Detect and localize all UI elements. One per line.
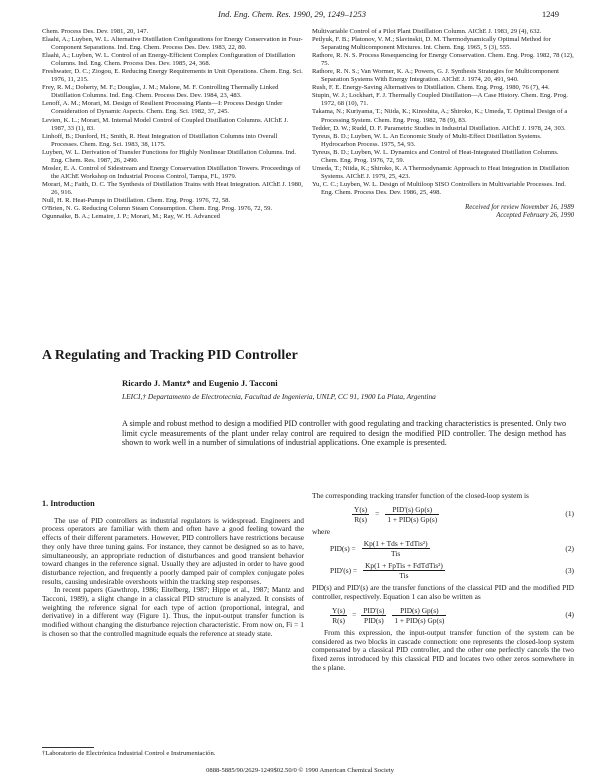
page-number: 1249 [541,9,559,19]
equation-3 [312,561,574,580]
equation-2 [312,539,574,558]
cascade-paragraph: From this expression, the input-output transfer function of the system can be considered as two blocks in cascade connection: one represents the closed-loop system compensated by a classical PID controller, and the other one perfectly cancels the two fixed zeros introduced by this classical PID and locates two other zeros somewhere in the s plane. [312,627,574,672]
reference-entry: Chem. Process Des. Dev. 1981, 20, 147. [42,28,149,35]
article-authors: Ricardo J. Mantz* and Eugenio J. Tacconi [122,378,278,388]
eq4-term-b: $\frac{\text{PID(s) Gp(s)}}{\text{1 + PID(s) Gp(s)}}$ [394,605,445,625]
reference-entry: O'Brien, N. G. Reducing Column Steam Consumption. Chem. Eng. Prog. 1976, 72, 59. [42,205,273,213]
equals-sign: = [375,508,380,518]
reference-entry: Rathore, R. N. S.; Van Wormer, K. A.; Powers, G. J. Synthesis Strategies for Multicomponent Separation Systems With Energy Integration. AIChE J. 1974, 20, 491, 940. [312,68,559,84]
reference-entry: Luyben, W. L. Derivation of Transfer Functions for Highly Nonlinear Distillation Columns. Ind. Eng. Chem. Res. 1987, 26, 2490. [42,148,297,164]
reference-entry: Multivariable Control of a Pilot Plant Distillation Column. AIChE J. 1983, 29 (4), 632. [312,28,542,35]
eq2-lhs: PID(s) = [330,543,356,553]
copyright-line: 0888-5885/90/2629-1249$02.50/0 © 1990 American Chemical Society [206,767,394,774]
abstract: A simple and robust method to design a modified PID controller with good regulating and tracking characteristics is presented. Only two limit cycle measurements of the plant under relay control are required to design the modified PID controller. The design method has shown to work well in a number of simulations of industrial applications. One example is presented. [122,419,566,448]
reference-entry: Petlyuk, F. B.; Platonov, V. M.; Slavinskii, D. M. Thermodynamically Optimal Method for Separating Multicomponent Mixtures. Int. Chem. Eng. 1965, 5 (3), 555. [312,36,551,52]
reference-entry: Levien, K. L.; Morari, M. Internal Model Control of Coupled Distillation Columns. AIChE J. 1987, 33 (1), 83. [42,116,289,132]
reference-entry: Elaahi, A.; Luyben, W. L. Alternative Distillation Configurations for Energy Conservation in Four-Component Separations. Ind. Eng. Chem. Process Des. Dev. 1983, 22, 80. [42,36,303,52]
received-dates [312,204,574,221]
reference-entry: Yu, C. C.; Luyben, W. L. Design of Multiloop SISO Controllers in Multivariable Processes. Ind. Eng. Chem. Process Des. Dev. 1986, 25, 498. [312,180,566,196]
article-title: A Regulating and Tracking PID Controller [42,347,298,362]
reference-entry: Tyreus, B. D.; Luyben, W. L. An Economic Study of Multi-Effect Distillation Systems. Hydrocarbon Process. 1975, 54, 93. [312,132,542,148]
reference-entry: Rathore, R. N. S. Process Resequencing for Energy Conservation. Chem. Eng. Prog. 1982, 78 (12), 75. [312,52,574,68]
intro-paragraph-1: The use of PID controllers as industrial regulators is widespread. Engineers and process operators are familiar with them and often have a good feeling toward the effects of their different parameters. However, PID controllers have restrictions because they only have three tuning gains. For instance, they cannot be designed so as to have, simultaneously, an appropriate reduction of disturbances and good transient behavior toward changes in the reference signal. Usually they are adjusted in order to have good disturbance rejection, and frequently a poorly damped pair of complex conjugate poles results, causing undesirable overshoots within the tracking step responses. [42,515,304,586]
reference-entry: Linhoff, B.; Dunford, H.; Smith, R. Heat Integration of Distillation Columns into Overall Processes. Chem. Eng. Sci. 1983, 38, 1175. [42,132,278,148]
reference-entry: Tyreus, B. D.; Luyben, W. L. Dynamics and Control of Heat-Integrated Distillation Columns. Chem. Eng. Prog. 1976, 72, 59. [312,148,559,164]
article-affiliation: LEICI,† Departamento de Electrotecnia, Facultad de Ingenieria, UNLP, CC 91, 1900 La Plata, Argentina [122,392,436,401]
reference-entry: Umeda, T.; Niida, K.; Shiroko, K. A Thermodynamic Approach to Heat Integration in Distillation Systems. AIChE J. 1979, 25, 423. [312,164,569,180]
reference-entry: Null, H. R. Heat-Pumps in Distillation. Chem. Eng. Prog. 1976, 72, 58. [42,196,231,204]
body-right-column [312,492,574,672]
reference-entry: Takama, N.; Kuriyama, T.; Niida, K.; Kinoshita, A.; Shiroko, K.; Umeda, T. Optimal Design of a Processing System. Chem. Eng. Prog. 1982, 78 (9), 83. [312,108,568,124]
eq1-rhs: $\frac{\text{PID'(s) Gp(s)}}{\text{1 + PID(s) Gp(s)}}$ [387,504,438,524]
intro-paragraph-2: In recent papers (Gawthrop, 1986; Eitelberg, 1987; Hippe et al., 1987; Mantz and Tacconi, 1989), a slight change in a classical PID structure is analyzed. It consists of weighting the reference signal for each type of action (proportional, integral, and derivative) in a different way (Figure 1). Thus, the input-output transfer function is modified without changing the disturbance rejection characteristic. From now on, Fi = 1 is chosen so that the controlled magnitude equals the reference at steady state. [42,585,304,638]
reference-entry: Frey, R. M.; Doherty, M. F.; Douglas, J. M.; Malone, M. F. Controlling Thermally Linked Distillation Columns. Ind. Eng. Chem. Process Des. Dev. 1984, 23, 483. [42,84,279,100]
eq1-lhs: $\frac{Y(s)}{R(s)}$ [354,504,368,524]
section-heading: 1. Introduction [42,499,95,508]
reference-entry: Tedder, D. W.; Rudd, D. F. Parametric Studies in Industrial Distillation. AIChE J. 1978, 24, 303. [312,124,566,132]
transfer-function-text: PID(s) and PID'(s) are the transfer functions of the classical PID and the modified PID controller, respectively. Equation 1 can also be written as [312,583,574,602]
body-left-column [42,500,304,639]
running-head [0,9,600,21]
reference-entry: Ogunnaike, B. A.; Lemaire, J. P.; Morari, M.; Ray, W. H. Advanced [42,213,220,221]
eq3-rhs: $\frac{\text{Kp(1 + FpTis + FdTdTis²)}}{\text{Tis}}$ [365,561,443,581]
where-text: where [312,526,331,536]
footnote-rule [42,747,94,748]
footnote: †Laboratorio de Electrónica Industrial Control e Instrumentación. [42,750,216,757]
reference-entry: Mosler, E. A. Control of Sidestream and Energy Conservation Distillation Towers. Proceedings of the AIChE Workshop on Industrial Process Control, Tampa, FL, 1979. [42,164,301,180]
references-left-column [42,28,304,221]
reference-entry: Lenoff, A. M.; Morari, M. Design of Resilient Processing Plants—I: Process Design Under Consideration of Dynamic Aspects. Chem. Eng. Sci. 1982, 37, 245. [42,100,283,116]
eq4-term-a: $\frac{\text{PID'(s)}}{\text{PID(s)}}$ [363,605,385,625]
equation-4 [312,606,574,625]
reference-entry: Freshwater, D. C.; Ziogou, E. Reducing Energy Requirements in Unit Operations. Chem. Eng. Sci. 1976, 11, 215. [42,68,303,84]
reference-entry: Stupin, W. J.; Lockhart, F. J. Thermally Coupled Distillation—A Case History. Chem. Eng. Prog. 1972, 68 (10), 71. [312,92,568,108]
reference-entry: Rush, F. E. Energy-Saving Alternatives to Distillation. Chem. Eng. Prog. 1980, 76 (7), 44. [312,84,550,92]
references-right-column [312,28,574,197]
eq4-number: (4) [565,609,574,619]
eq3-number: (3) [565,565,574,575]
tracking-lead: The corresponding tracking transfer function of the closed-loop system is [312,491,529,500]
equation-1 [312,505,574,524]
accepted-line: Accepted February 26, 1990 [496,212,574,220]
eq1-number: (1) [565,508,574,518]
equals-sign: = [352,609,357,619]
reference-entry: Morari, M.; Faith, D. C. The Synthesis of Distillation Trains with Heat Integration. AIChE J. 1980, 26, 916. [42,180,303,196]
eq2-rhs: $\frac{\text{Kp(1 + Tds + TdTis²)}}{\text{Tis}}$ [363,539,428,559]
eq4-lhs: $\frac{Y(s)}{R(s)}$ [332,605,346,625]
eq3-lhs: PID'(s) = [330,565,358,575]
eq2-number: (2) [565,543,574,553]
received-line: Received for review November 16, 1989 [465,204,574,211]
reference-entry: Elaahi, A.; Luyben, W. L. Control of an Energy-Efficient Complex Configuration of Distillation Columns. Ind. Eng. Chem. Process Des. Dev. 1985, 24, 368. [42,52,296,68]
journal-citation: Ind. Eng. Chem. Res. 1990, 29, 1249–1253 [218,9,366,19]
